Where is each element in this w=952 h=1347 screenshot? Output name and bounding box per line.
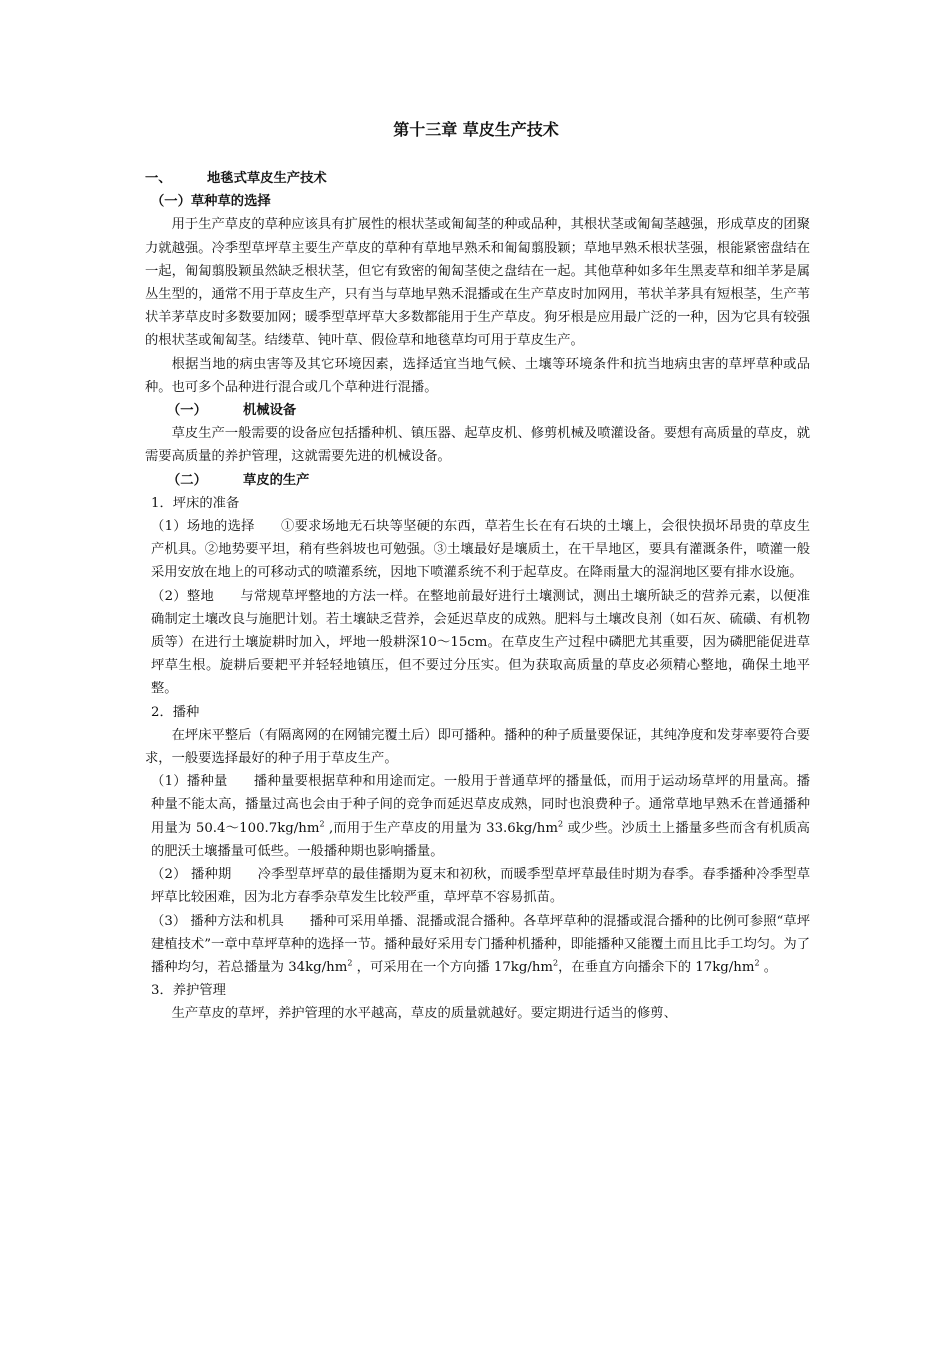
paragraph-grass-species: 用于生产草皮的草种应该具有扩展性的根状茎或匍匐茎的种或品种，其根状茎或匍匐茎越强，形成草皮的团聚力就越强。冷季型草坪草主要生产草皮的草种有草地早熟禾和匍匐翦股颖；草地早熟禾根状茎强，根能紧密盘结在一起，匍匐翦股颖虽然缺乏根状茎，但它有致密的匍匐茎使之盘结在一起。其他草种如多年生黑麦草和细羊茅是属丛生型的，通常不用于草皮生产，只有当与草地早熟禾混播或在生产草皮时加网用，苇状羊茅具有短根茎，生产苇状羊茅草皮时多数要加网；暖季型草坪草大多数都能用于生产草皮。狗牙根是应用最广泛的一种，因为它具有较强的根状茎或匍匐茎。结缕草、钝叶草、假俭草和地毯草均可用于草皮生产。 bbox=[145, 217, 810, 349]
superscript: 2 bbox=[553, 958, 559, 968]
subsection-number: （二） bbox=[167, 472, 207, 488]
item-text: ,而用于生产草皮的用量为 33.6kg/hm bbox=[324, 820, 558, 836]
subsection-heading-production bbox=[145, 469, 810, 492]
item-label: （3） 播种方法和机具 bbox=[151, 913, 284, 929]
superscript: 2 bbox=[754, 958, 760, 968]
paragraph-maintenance: 生产草皮的草坪，养护管理的水平越高，草皮的质量就越好。要定期进行适当的修剪、 bbox=[171, 1006, 677, 1022]
item-text: 或少些。沙质土上播量多些而含有机质高的肥沃土壤播量可低些。一般播种期也影响播量。 bbox=[151, 820, 810, 859]
item-heading-sowing: 2．播种 bbox=[151, 704, 200, 720]
subsection-heading-grass-selection: （一）草种草的选择 bbox=[151, 194, 271, 210]
item-label: （1）播种量 bbox=[151, 774, 228, 790]
item-label: （2） 播种期 bbox=[151, 867, 232, 883]
item-text: 与常规草坪整地的方法一样。在整地前最好进行土壤测试，测出土壤所缺乏的营养元素，以便准确制定土壤改良与施肥计划。若土壤缺乏营养，会延迟草皮的成熟。肥料与土壤改良剂（如石灰、硫磺、有机物质等）在进行土壤旋耕时加入，坪地一般耕深10～15cm。在草皮生产过程中磷肥尤其重要，因为磷肥能促进草坪草生根。旋耕后要耙平并轻轻地镇压，但不要过分压实。但为获取高质量的草皮必须精心整地，确保土地平整。 bbox=[151, 588, 811, 697]
superscript: 2 bbox=[347, 958, 353, 968]
item-sowing-period bbox=[145, 863, 810, 909]
item-label: （2）整地 bbox=[151, 588, 215, 604]
item-text: 播种可采用单播、混播或混合播种。各草坪草种的混播或混合播种的比例可参照“草坪建植技术”一章中草坪草种的选择一节。播种最好采用专门播种机播种，即能播种又能覆土而且比手工均匀。为了播种均匀，若总播量为 34kg/hm bbox=[151, 913, 811, 975]
item-heading-seedbed: 1．坪床的准备 bbox=[151, 495, 240, 511]
section-number: 一、 bbox=[145, 171, 172, 186]
chapter-title: 第十三章 草皮生产技术 bbox=[393, 120, 559, 139]
item-text: 冷季型草坪草的最佳播期为夏末和初秋，而暖季型草坪草最佳时期为春季。春季播种冷季型草坪草比较困难，因为北方春季杂草发生比较严重，草坪草不容易抓苗。 bbox=[151, 867, 811, 906]
superscript: 2 bbox=[557, 819, 564, 829]
item-land-preparation bbox=[145, 585, 810, 701]
paragraph-sowing: 在坪床平整后（有隔离网的在网铺完覆土后）即可播种。播种的种子质量要保证，其纯净度和发芽率要符合要求，一般要选择最好的种子用于草皮生产。 bbox=[145, 727, 810, 767]
item-sowing-method bbox=[145, 910, 810, 980]
item-text: ①要求场地无石块等坚硬的东西，草若生长在有石块的土壤上，会很快损坏昂贵的草皮生产机具。②地势要平坦，稍有些斜坡也可勉强。③土壤最好是壤质土，在干旱地区，要具有灌溉条件，喷灌一般采用安放在地上的可移动式的喷灌系统，因地下喷灌系统不利于起草皮。在降雨量大的湿润地区要有排水设施。 bbox=[151, 519, 810, 581]
item-text: ，可采用在一个方向播 17kg/hm bbox=[352, 959, 554, 975]
item-text: 播种量要根据草种和用途而定。一般用于普通草坪的播量低，而用于运动场草坪的用量高。播种量不能太高，播量过高也会由于种子间的竞争而延迟草皮成熟，同时也浪费种子。通常草地早熟禾在普通播种用量为 50.4～100.7kg/hm bbox=[151, 774, 810, 836]
paragraph-machinery: 草皮生产一般需要的设备应包括播种机、镇压器、起草皮机、修剪机械及喷灌设备。要想有高质量的草皮，就需要高质量的养护管理，这就需要先进的机械设备。 bbox=[145, 426, 810, 465]
paragraph-local-conditions: 根据当地的病虫害等及其它环境因素，选择适宜当地气候、土壤等环境条件和抗当地病虫害的草坪草种或品种。也可多个品种进行混合或几个草种进行混播。 bbox=[145, 356, 810, 395]
subsection-title: 草皮的生产 bbox=[243, 472, 310, 488]
item-text: 。 bbox=[759, 959, 778, 975]
subsection-heading-machinery bbox=[145, 399, 810, 422]
item-heading-maintenance: 3．养护管理 bbox=[151, 983, 226, 999]
section-heading-1 bbox=[145, 167, 810, 190]
document-body bbox=[145, 167, 810, 1026]
item-site-selection bbox=[145, 515, 810, 585]
section-title: 地毯式草皮生产技术 bbox=[207, 171, 327, 186]
subsection-number: （一） bbox=[167, 403, 207, 419]
superscript: 2 bbox=[319, 819, 325, 829]
item-text: ，在垂直方向播余下的 17kg/hm bbox=[558, 959, 755, 975]
item-label: （1）场地的选择 bbox=[151, 519, 255, 535]
item-seeding-rate bbox=[145, 770, 810, 863]
subsection-title: 机械设备 bbox=[243, 403, 297, 419]
